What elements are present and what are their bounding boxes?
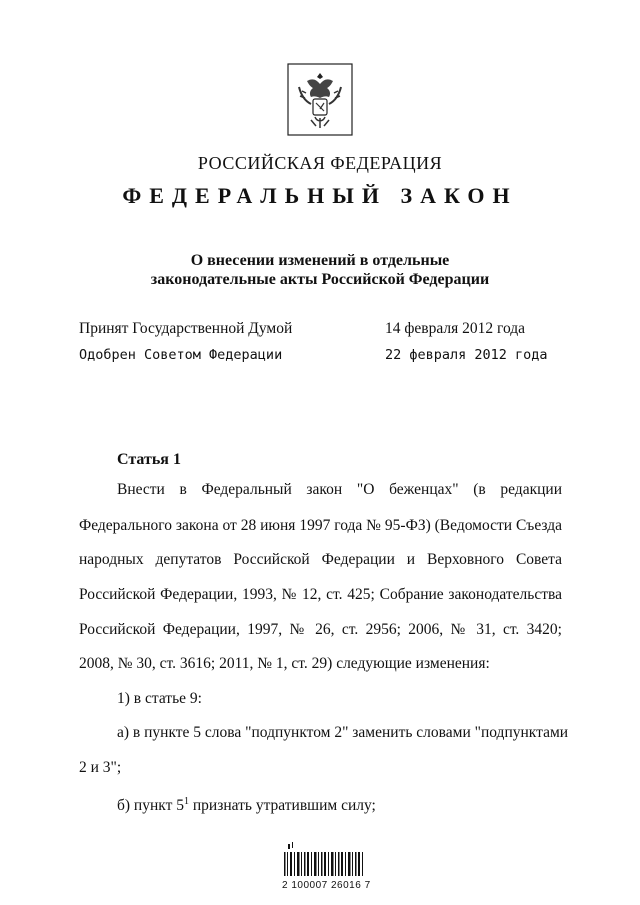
law-title-line: О внесении изменений в отдельные <box>190 252 450 269</box>
list-item <box>117 796 562 815</box>
law-title <box>0 251 640 289</box>
adoption-date: 14 февраля 2012 года <box>385 320 526 337</box>
law-type-heading: ФЕДЕРАЛЬНЫЙ ЗАКОН <box>122 183 518 208</box>
country-heading: РОССИЙСКАЯ ФЕДЕРАЦИЯ <box>197 153 443 173</box>
article-text-line: народных депутатов Российской Федерации и Верховного Совета <box>79 551 562 568</box>
list-item-text: признать утратившим силу; <box>189 797 376 815</box>
article-text-line: 2008, № 30, ст. 3616; 2011, № 1, ст. 29) следующие изменения: <box>79 655 490 672</box>
article-heading: Статья 1 <box>117 451 181 468</box>
list-item-continuation: 2 и 3"; <box>79 759 122 776</box>
adoption-label: Принят Государственной Думой <box>79 320 293 337</box>
law-title-line: законодательные акты Российской Федерации <box>150 271 490 288</box>
approval-date: 22 февраля 2012 года <box>385 347 548 363</box>
superscript: 1 <box>184 796 189 807</box>
list-item-text: б) пункт 5 <box>117 797 184 815</box>
list-item: а) в пункте 5 слова "подпунктом 2" заменить словами "подпунктами <box>117 724 569 741</box>
article-text-line: Внести в Федеральный закон "О беженцах" (в редакции <box>117 481 562 498</box>
article-text-line: Федерального закона от 28 июня 1997 года № 95-ФЗ) (Ведомости Съезда <box>79 517 562 534</box>
barcode-number: 2 100007 26016 7 <box>282 880 371 891</box>
article-text-line: Российской Федерации, 1997, № 26, ст. 2956; 2006, № 31, ст. 3420; <box>79 621 562 638</box>
coat-of-arms-icon <box>287 63 353 136</box>
list-item: 1) в статье 9: <box>117 690 202 707</box>
article-text-line: Российской Федерации, 1993, № 12, ст. 425; Собрание законодательства <box>79 586 562 603</box>
approval-label: Одобрен Советом Федерации <box>79 347 283 363</box>
